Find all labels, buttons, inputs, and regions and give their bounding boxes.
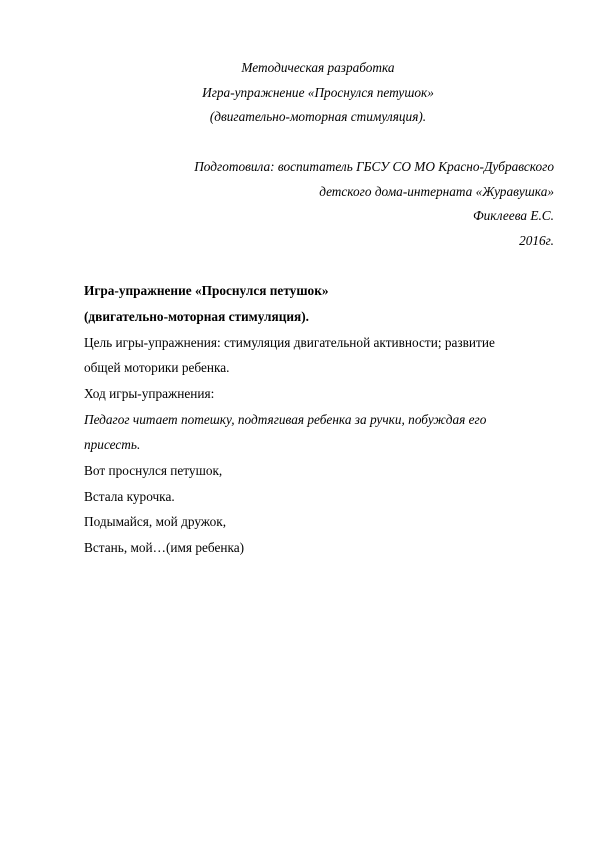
goal-line-2: общей моторики ребенка. bbox=[84, 360, 230, 375]
author-line-2: детского дома-интерната «Журавушка» bbox=[319, 184, 554, 199]
verse-line-1: Вот проснулся петушок, bbox=[84, 463, 223, 478]
instruction-line-1: Педагог читает потешку, подтягивая ребенка за ручки, побуждая его bbox=[84, 412, 487, 427]
author-line-1: Подготовила: воспитатель ГБСУ СО МО Красно-Дубравского bbox=[194, 159, 554, 174]
header-line-3: (двигательно-моторная стимуляция). bbox=[209, 109, 427, 124]
header-line-1: Методическая разработка bbox=[241, 60, 395, 75]
body-title: Игра-упражнение «Проснулся петушок» bbox=[84, 283, 329, 298]
header-line-2: Игра-упражнение «Проснулся петушок» bbox=[202, 85, 434, 100]
author-year: 2016г. bbox=[519, 233, 554, 248]
verse-line-2: Встала курочка. bbox=[84, 489, 175, 504]
verse-line-3: Подымайся, мой дружок, bbox=[84, 514, 227, 529]
body-subtitle: (двигательно-моторная стимуляция). bbox=[84, 309, 309, 324]
instruction-line-2: присесть. bbox=[84, 437, 141, 452]
author-name: Фиклеева Е.С. bbox=[472, 208, 554, 223]
goal-line-1: Цель игры-упражнения: стимуляция двигательной активности; развитие bbox=[84, 335, 495, 350]
course-heading: Ход игры-упражнения: bbox=[84, 386, 215, 401]
verse-line-4: Встань, мой…(имя ребенка) bbox=[84, 540, 245, 555]
